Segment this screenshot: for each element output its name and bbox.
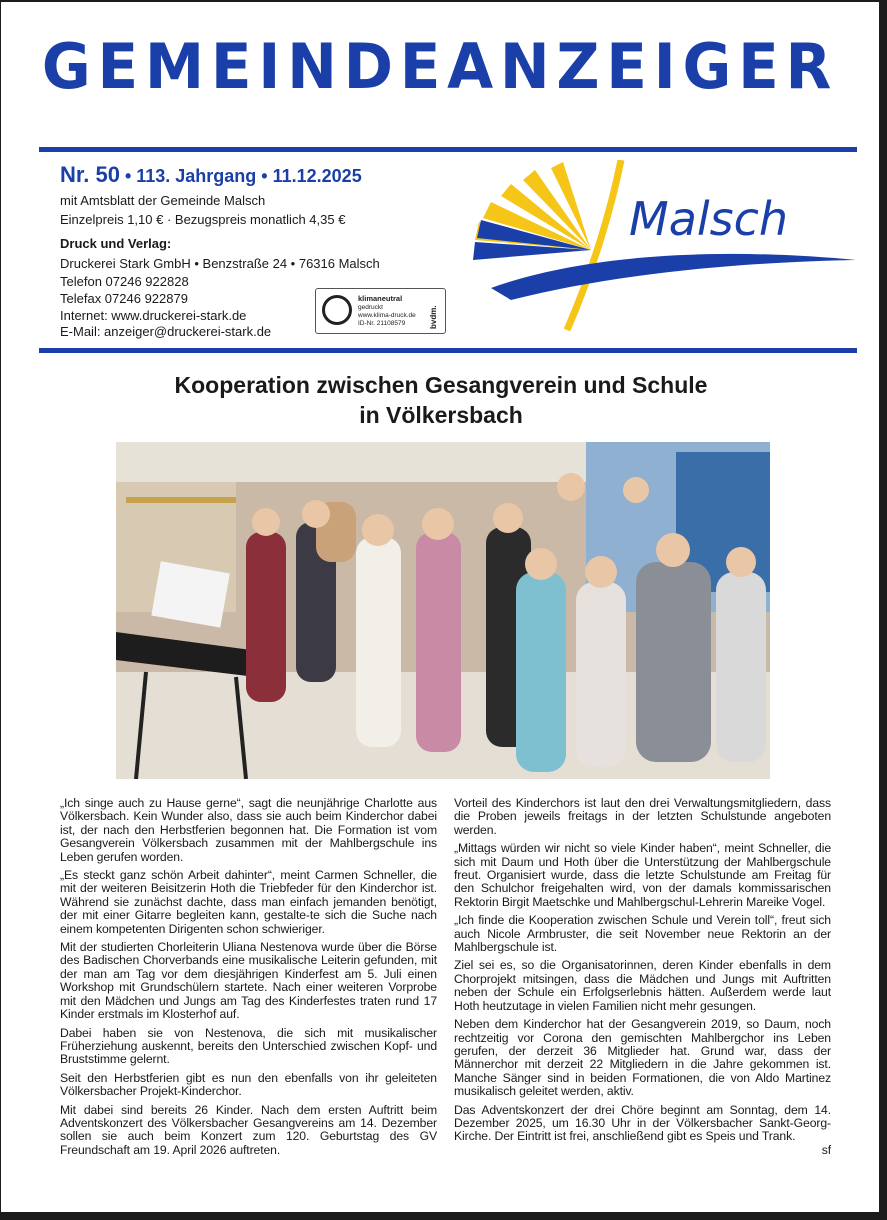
headline-line2: in Völkersbach xyxy=(359,402,523,428)
paragraph: „Ich singe auch zu Hause gerne“, sagt die neunjährige Charlotte aus Völkersbach. Kein Wunder also, dass sie auch beim Kinderchor dabei ist, der nach den Herbstferien begonnen hat. Die Formation ist vom Gesangverein Völkersbach zusammen mit der Mahlbergschule ins Leben gerufen worden. xyxy=(60,796,437,864)
klima-line3: www.klima-druck.de xyxy=(358,312,416,319)
publisher-address: Druckerei Stark GmbH • Benzstraße 24 • 76316 Malsch xyxy=(60,256,380,271)
article-photo xyxy=(116,442,770,779)
paragraph: „Es steckt ganz schön Arbeit dahinter“, meint Carmen Schneller, die mit der weiteren Beisitzerin Hoth die Triebfeder für den Kinderchor ist. Während sie zunächst dachte, dass man einfach jemanden benötigt, der mit einer Gitarre begleiten kann, gestalte-te sich die Suche nach einem kompetenten Dirigenten schon schwieriger. xyxy=(60,868,437,936)
newspaper-page xyxy=(1,2,879,1212)
paragraph: Ziel sei es, so die Organisatorinnen, deren Kinder ebenfalls in dem Chorprojekt mitsingen, dass die Mädchen und Jungs mit Auftritten neben der Schule ein Erfolgserlebnis hätten. Außerdem werde laut Hoth heutzutage in vielen Familien nicht mehr gesungen. xyxy=(454,958,831,1013)
issue-line xyxy=(60,162,362,188)
climate-seal-icon xyxy=(322,295,352,325)
paragraph: Seit den Herbstferien gibt es nun den ebenfalls von ihr geleiteten Völkersbacher Projekt-Kinderchor. xyxy=(60,1070,437,1099)
masthead-rule-top xyxy=(39,147,857,152)
paragraph: Vorteil des Kinderchors ist laut den drei Verwaltungsmitgliedern, dass die Proben jeweils freitags in der letzten Schulstunde angeboten werden. xyxy=(454,796,831,837)
issue-year-date: • 113. Jahrgang • 11.12.2025 xyxy=(119,166,362,186)
article-headline xyxy=(61,370,821,430)
klima-line4: ID-Nr. 21108579 xyxy=(358,320,406,327)
article-column-right xyxy=(454,797,831,1157)
paragraph: Dabei haben sie von Nestenova, die sich mit musikalischer Früherziehung auskennt, bereits den Unterschied zwischen Kopf- und Bruststimme gelernt. xyxy=(60,1025,437,1067)
klimaneutral-badge xyxy=(315,288,446,334)
masthead-rule-bottom xyxy=(39,348,857,353)
article-column-left xyxy=(60,797,437,1162)
bvdm-logo: bvdm. xyxy=(429,305,438,329)
masthead-subtitle: mit Amtsblatt der Gemeinde Malsch xyxy=(60,193,266,208)
logo-text: Malsch xyxy=(629,192,789,246)
masthead-title: GEMEINDEANZEIGER xyxy=(41,30,839,103)
paragraph: Mit dabei sind bereits 26 Kinder. Nach dem ersten Auftritt beim Adventskonzert des Völkersbacher Gesangvereins am 14. Dezember sollen sie auch beim Konzert zum 120. Geburtstag des GV Freundschaft am 19. April 2026 auftreten. xyxy=(60,1102,437,1157)
masthead-prices: Einzelpreis 1,10 € · Bezugspreis monatlich 4,35 € xyxy=(60,212,346,227)
author-signature: sf xyxy=(821,1142,831,1157)
klima-line1: klimaneutral xyxy=(358,294,403,303)
publisher-internet: Internet: www.druckerei-stark.de xyxy=(60,308,247,323)
malsch-logo-icon xyxy=(471,160,861,335)
paragraph: Neben dem Kinderchor hat der Gesangverein 2019, so Daum, noch rechtzeitig vor Corona den gemischten Mahlbergchor ins Leben gerufen, der derzeit 36 Mitglieder hat. Grund war, dass der Männerchor mit derzeit 22 Mitgliedern in die Jahre gekommen ist. Manche Sänger sind in beiden Formationen, die von Aldo Martinez musikalisch geleitet werden, aktiv. xyxy=(454,1017,831,1099)
publisher-heading: Druck und Verlag: xyxy=(60,236,172,251)
publisher-phone: Telefon 07246 922828 xyxy=(60,274,189,289)
paragraph: Das Adventskonzert der drei Chöre beginnt am Sonntag, dem 14. Dezember 2025, um 16.30 Uhr in der Völkersbacher Sankt-Georg-Kirche. Der Eintritt ist frei, anschließend gibt es Speis und Trank. xyxy=(454,1102,831,1144)
issue-number: Nr. 50 xyxy=(60,162,120,187)
klima-line2: gedruckt xyxy=(358,304,383,311)
paragraph: „Ich finde die Kooperation zwischen Schule und Verein toll“, freut sich auch Nicole Armbruster, die seit November neue Rektorin an der Mahlbergschule ist. xyxy=(454,913,831,955)
paragraph: „Mittags würden wir nicht so viele Kinder haben“, meint Schneller, die sich mit Daum und Hoth über die Unterstützung der Mahlbergschule freut. Organisiert wurde, dass die letzte Schulstunde am Freitag für den Schulchor freigehalten wird, von der damals kommissarischen Rektorin Birgit Maetschke und Mahlbergschul-Lehrerin Mareike Vogel. xyxy=(454,841,831,909)
publisher-email: E-Mail: anzeiger@druckerei-stark.de xyxy=(60,324,272,339)
publisher-fax: Telefax 07246 922879 xyxy=(60,291,188,306)
paragraph: Mit der studierten Chorleiterin Uliana Nestenova wurde über die Börse des Badischen Chorverbands eine musikalische Leiterin gefunden, mit der man am Tag vor dem diesjährigen Kinderfest am 5. Juli einen Workshop mit Grundschülern startete. Nach einer weiteren Vorprobe mit den Mädchen und Jungs am Tag des Kinderfestes traten rund 17 Kinder erstmals im Klosterhof auf. xyxy=(60,940,437,1022)
headline-line1: Kooperation zwischen Gesangverein und Schule xyxy=(174,372,708,398)
